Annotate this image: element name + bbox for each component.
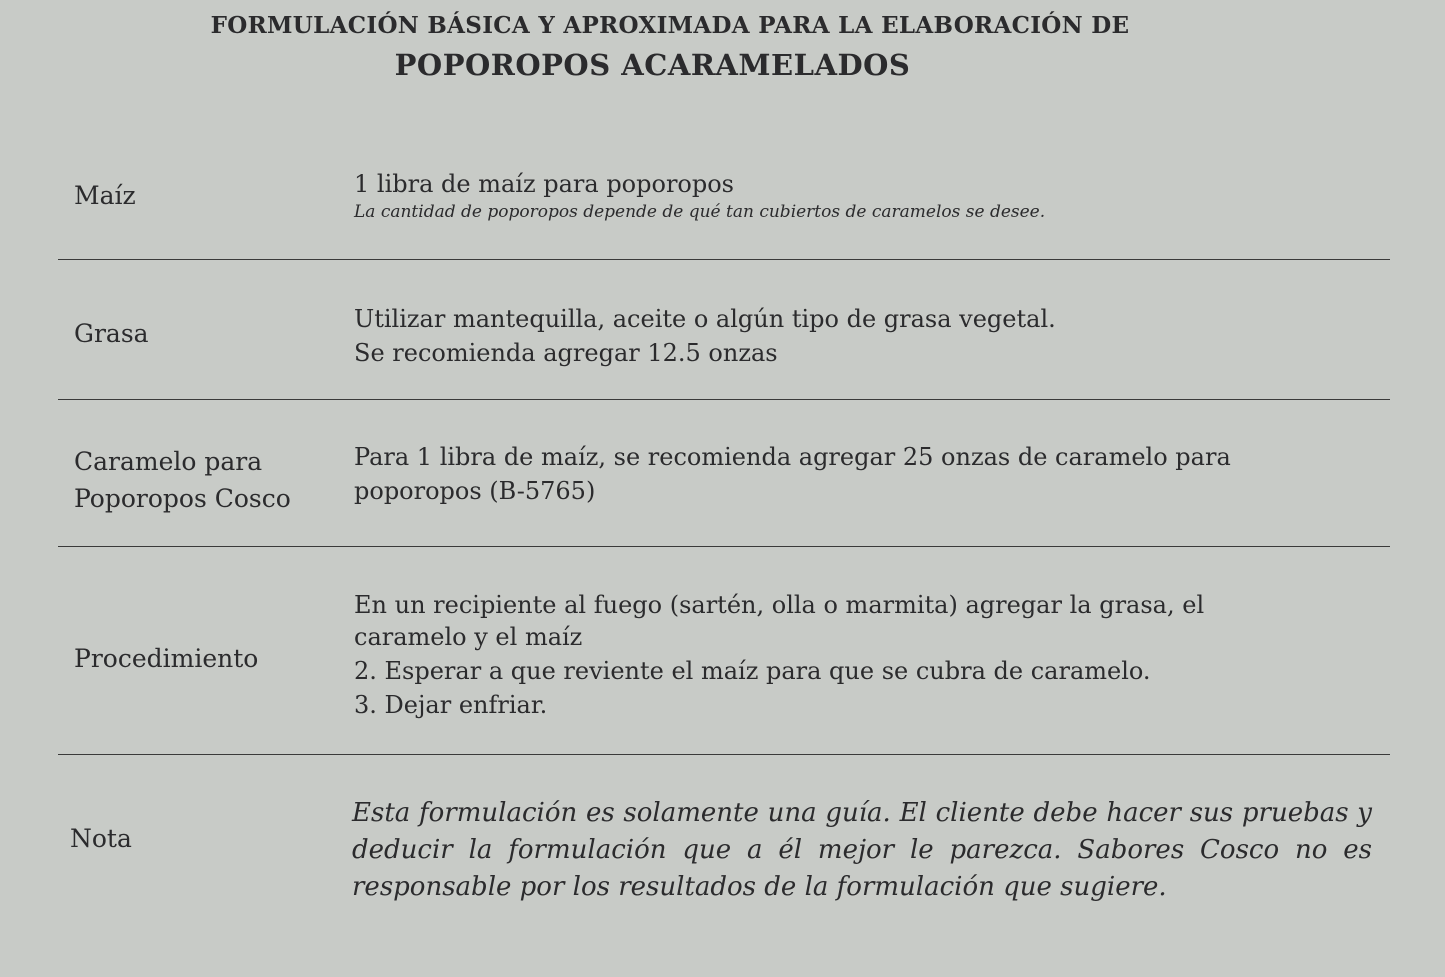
caramelo-label-line: Caramelo para — [74, 447, 263, 476]
caramelo-line: poporopos (B-5765) — [354, 477, 596, 505]
label-caramelo — [74, 443, 291, 517]
text-nota: Esta formulación es solamente una guía. El cliente debe hacer sus pruebas y deducir la formulación que a él mejor le parezca. Sabores Cosco no es responsable por los resultados de la formulación que sugiere. — [352, 798, 1372, 902]
text-caramelo — [354, 440, 1231, 508]
procedimiento-line: caramelo y el maíz — [354, 623, 583, 651]
label-nota: Nota — [70, 824, 132, 853]
document-subtitle: POPOROPOS ACARAMELADOS — [394, 48, 911, 82]
label-procedimiento: Procedimiento — [74, 644, 259, 673]
grasa-line: Utilizar mantequilla, aceite o algún tipo de grasa vegetal. — [354, 305, 1056, 333]
maiz-amount: 1 libra de maíz para poporopos — [354, 170, 734, 198]
grasa-line: Se recomienda agregar 12.5 onzas — [354, 339, 778, 367]
label-maiz: Maíz — [74, 181, 136, 210]
text-maiz — [354, 167, 1045, 223]
text-procedimiento — [354, 588, 1204, 722]
procedimiento-line: 2. Esperar a que reviente el maíz para que se cubra de caramelo. — [354, 657, 1151, 685]
procedimiento-line: 3. Dejar enfriar. — [354, 691, 548, 719]
divider — [58, 399, 1390, 400]
procedimiento-line: En un recipiente al fuego (sartén, olla o marmita) agregar la grasa, el — [354, 591, 1205, 619]
divider — [58, 754, 1390, 755]
document-title: FORMULACIÓN BÁSICA Y APROXIMADA PARA LA ELABORACIÓN DE — [210, 12, 1130, 39]
maiz-note: La cantidad de poporopos depende de qué tan cubiertos de caramelos se desee. — [354, 202, 1046, 222]
caramelo-label-line: Poporopos Cosco — [74, 484, 291, 513]
divider — [58, 259, 1390, 260]
text-grasa — [354, 302, 1056, 370]
divider — [58, 546, 1390, 547]
label-grasa: Grasa — [74, 319, 149, 348]
caramelo-line: Para 1 libra de maíz, se recomienda agregar 25 onzas de caramelo para — [354, 443, 1231, 471]
